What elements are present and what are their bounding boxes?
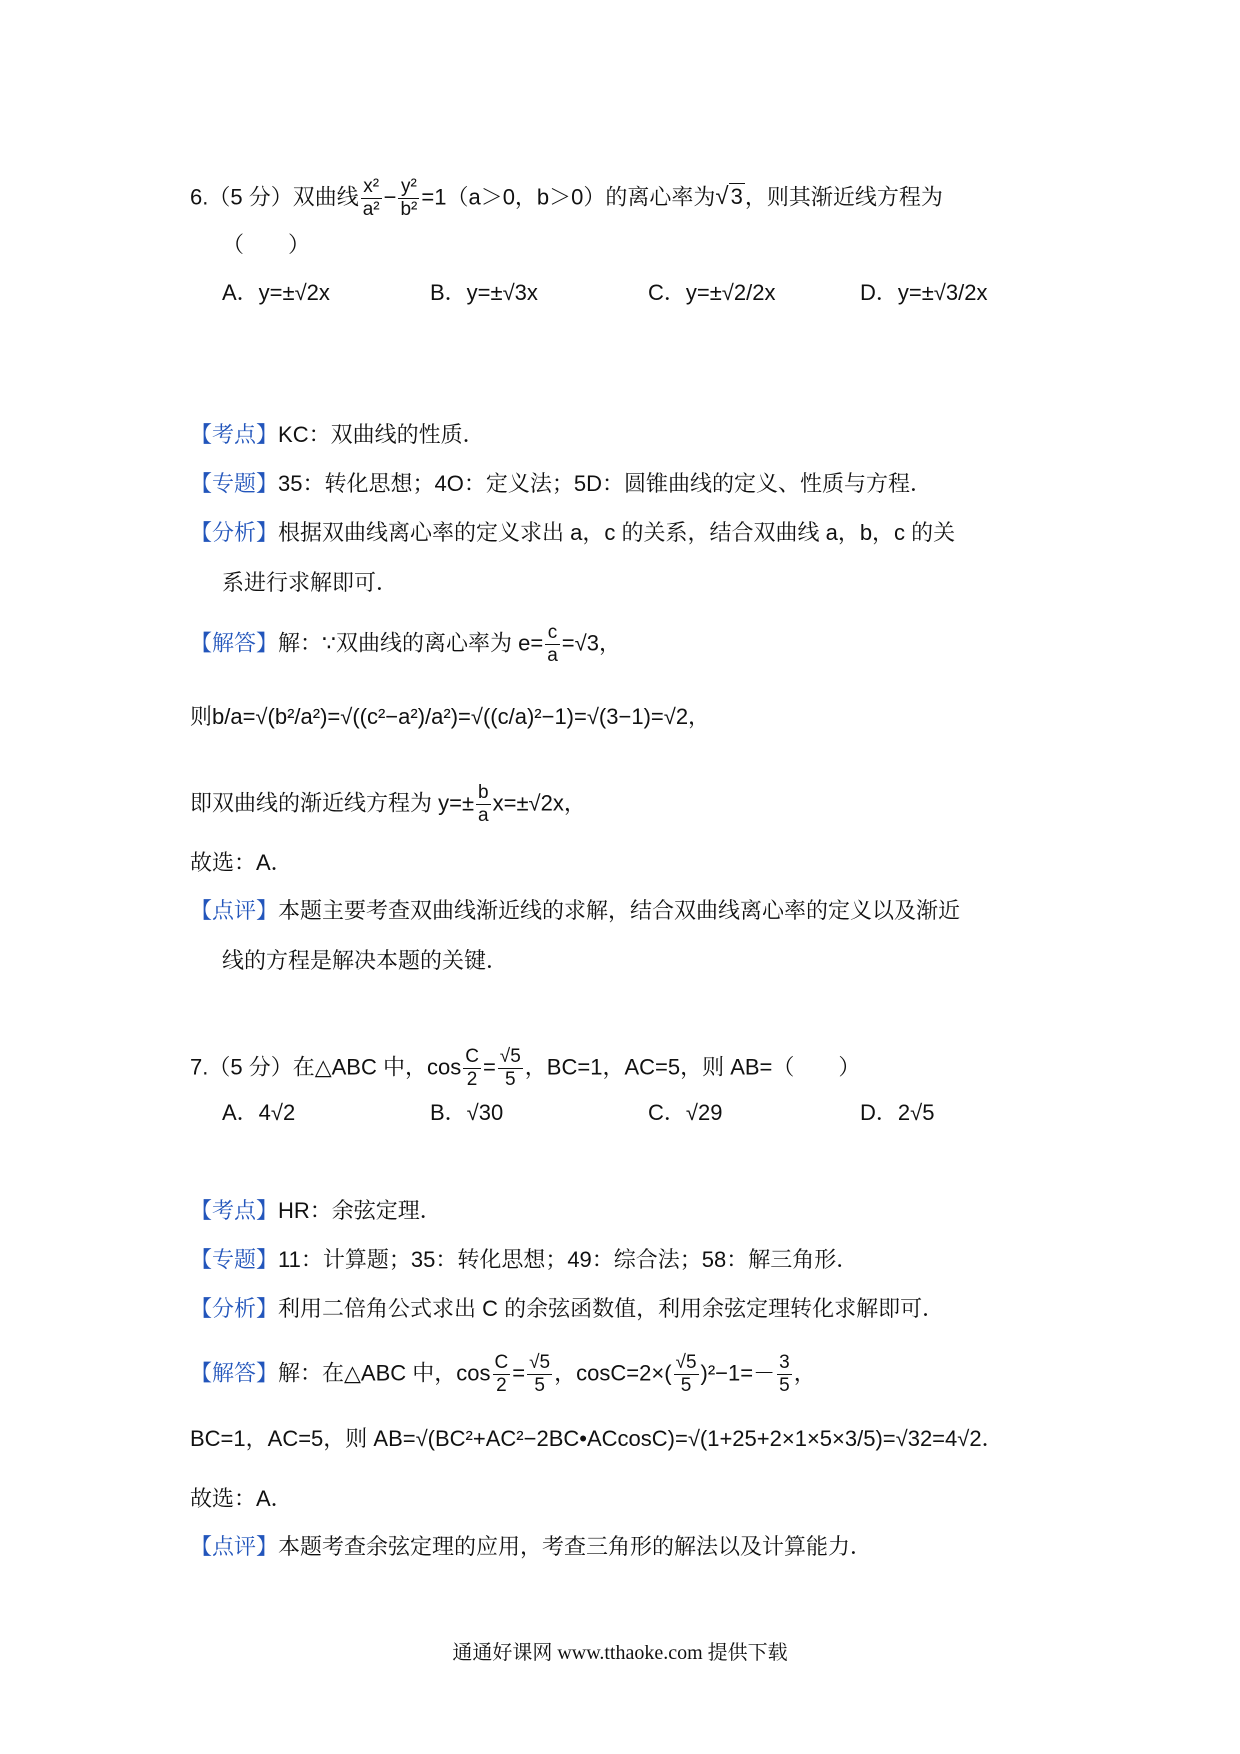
q7-zhuanti: 【专题】11：计算题；35：转化思想；49：综合法；58：解三角形． <box>190 1247 859 1272</box>
q6-frac-x2-a2: $\frac{\text{x²}}{\text{a²}}$ <box>362 176 380 220</box>
q6-option-c: C．y=±√2/2x <box>648 280 776 305</box>
q6-dianping: 【点评】本题主要考查双曲线渐近线的求解，结合双曲线离心率的定义以及渐近 <box>190 898 961 923</box>
q6-option-b: B．y=±√3x <box>430 280 538 305</box>
q7-frac-c-2: $\frac{C}{2}$ <box>465 1046 479 1090</box>
q6-jieda: 【解答】解：∵双曲线的离心率为 e= $\frac{c}{a}$ =√3， <box>190 622 621 666</box>
q7-option-a: A．4√2 <box>222 1100 296 1125</box>
q7-jieda-line2: BC=1，AC=5，则 AB=√(BC²+AC²−2BC•ACcosC)=√(1+25+2×1×5×3/5)=√32=4√2． <box>190 1426 1004 1451</box>
q7-fenxi: 【分析】利用二倍角公式求出 C 的余弦函数值，利用余弦定理转化求解即可． <box>190 1296 945 1321</box>
q7-frac-3-5: $\frac{3}{5}$ <box>779 1352 790 1396</box>
q6-stem: 6.（5 分）双曲线 $\frac{\text{x²}}{\text{a²}}$ − $\frac{\text{y²}}{\text{b²}}$ =1（a＞0，b＞0）的离心率为√3，则其渐近线方程为 <box>190 176 943 220</box>
page-footer: 通通好课网 www.tthaoke.com 提供下载 <box>452 1642 788 1664</box>
q6-option-d: D．y=±√3/2x <box>860 280 988 305</box>
q6-guxuan: 故选：A． <box>190 850 293 875</box>
q7-frac-sqrt5-5: $\frac{√5}{5}$ <box>499 1046 521 1090</box>
q7-jieda: 【解答】解：在△ABC 中，cos $\frac{C}{2}$ = $\frac{√5}{5}$ ，cosC=2×( $\frac{√5}{5}$ )²−1=－ $\frac{3}{5}$ ， <box>190 1352 816 1396</box>
q6-jieda-line3: 即双曲线的渐近线方程为 y=± $\frac{b}{a}$ x=±√2x， <box>190 782 586 826</box>
q6-paren: （ ） <box>222 232 311 257</box>
q6-zhuanti: 【专题】35：转化思想；4O：定义法；5D：圆锥曲线的定义、性质与方程． <box>190 471 932 496</box>
q6-kaodian: 【考点】KC：双曲线的性质． <box>190 422 485 447</box>
q7-frac-c-2b: $\frac{C}{2}$ <box>494 1352 509 1396</box>
q6-sqrt3: √3 <box>715 183 743 211</box>
q6-jieda-line2: 则b/a=√(b²/a²)=√((c²−a²)/a²)=√((c/a)²−1)=√(3−1)=√2， <box>190 704 711 729</box>
q6-frac-b-a: $\frac{b}{a}$ <box>478 782 489 826</box>
q6-frac-c-a: $\frac{c}{a}$ <box>547 622 558 666</box>
q7-option-d: D．2√5 <box>860 1100 935 1125</box>
q7-frac-sqrt5-5c: $\frac{√5}{5}$ <box>675 1352 697 1396</box>
q7-guxuan: 故选：A． <box>190 1486 293 1511</box>
q6-option-a: A．y=±√2x <box>222 280 330 305</box>
q7-option-c: C．√29 <box>648 1100 723 1125</box>
q7-stem: 7.（5 分）在△ABC 中，cos $\frac{C}{2}$ = $\frac{√5}{5}$ ，BC=1，AC=5，则 AB=（ ） <box>190 1046 861 1090</box>
q6-fenxi: 【分析】根据双曲线离心率的定义求出 a，c 的关系，结合双曲线 a，b，c 的关 <box>190 520 956 545</box>
q7-frac-sqrt5-5b: $\frac{√5}{5}$ <box>529 1352 551 1396</box>
q6-fenxi-cont: 系进行求解即可． <box>222 570 399 595</box>
q7-kaodian: 【考点】HR：余弦定理． <box>190 1198 442 1223</box>
q7-dianping: 【点评】本题考查余弦定理的应用，考查三角形的解法以及计算能力． <box>190 1534 873 1559</box>
q7-option-b: B．√30 <box>430 1100 504 1125</box>
q6-dianping-cont: 线的方程是解决本题的关键． <box>222 948 509 973</box>
q6-frac-y2-b2: $\frac{\text{y²}}{\text{b²}}$ <box>400 176 418 220</box>
